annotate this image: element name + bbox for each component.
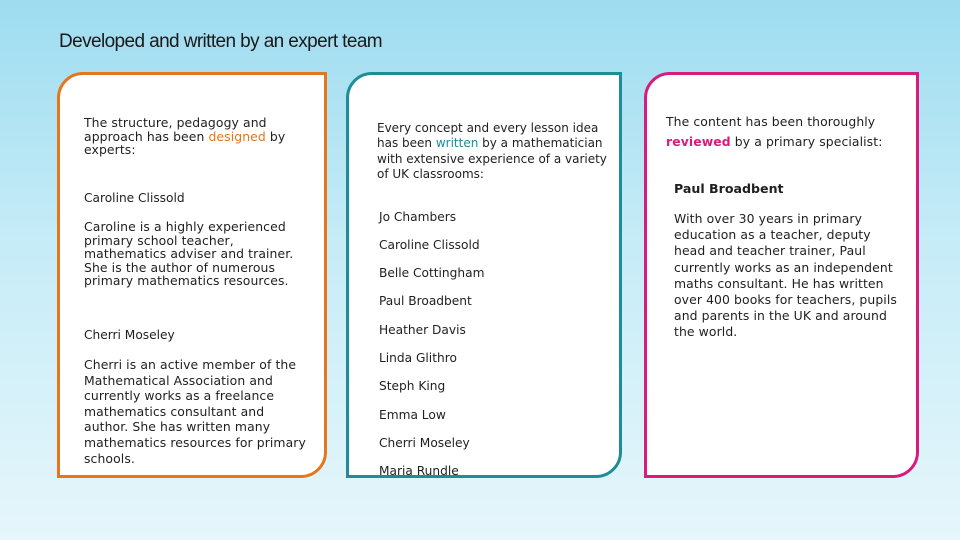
writer-name: Linda Glithro [379,351,457,365]
writer-name: Maria Rundle [379,464,459,478]
designed-highlight: designed [208,128,266,144]
writer-name: Paul Broadbent [379,294,472,308]
writers-card [346,72,622,478]
writer-name: Caroline Clissold [379,238,480,252]
writer-name: Cherri Moseley [379,436,470,450]
person-name: Cherri Moseley [84,328,175,342]
reviewer-name: Paul Broadbent [674,181,784,196]
reviewer-bio: With over 30 years in primary education as a teacher, deputy head and teacher trainer, Paul currently works as an independent maths consultant. He has written over 400 books for teachers, pupils and parents in the UK and around the world. [674,211,897,340]
writer-name: Heather Davis [379,323,466,337]
written-highlight: written [435,136,479,151]
reviewed-highlight: reviewed [666,133,731,149]
writer-name: Belle Cottingham [379,266,485,280]
designers-card [57,72,327,478]
reviewer-intro: The content has been thoroughly reviewed by a primary specialist: [666,114,883,149]
person-name: Caroline Clissold [84,191,185,205]
reviewer-card [644,72,919,478]
writers-intro: Every concept and every lesson idea has been written by a mathematician with extensive experience of a variety of UK classrooms: [377,121,607,181]
person-bio: Cherri is an active member of the Mathematical Association and currently works as a freelance mathematics consultant and author. She has written many mathematics resources for primary schools. [84,357,306,466]
person-bio: Caroline is a highly experienced primary school teacher, mathematics adviser and trainer. She is the author of numerous primary mathematics resources. [84,219,294,289]
writer-name: Steph King [379,379,446,393]
designers-intro: The structure, pedagogy and approach has been designed by experts: [84,115,286,158]
writer-name: Emma Low [379,408,446,422]
slide-title: Developed and written by an expert team [59,31,383,52]
writer-name: Jo Chambers [379,210,457,224]
